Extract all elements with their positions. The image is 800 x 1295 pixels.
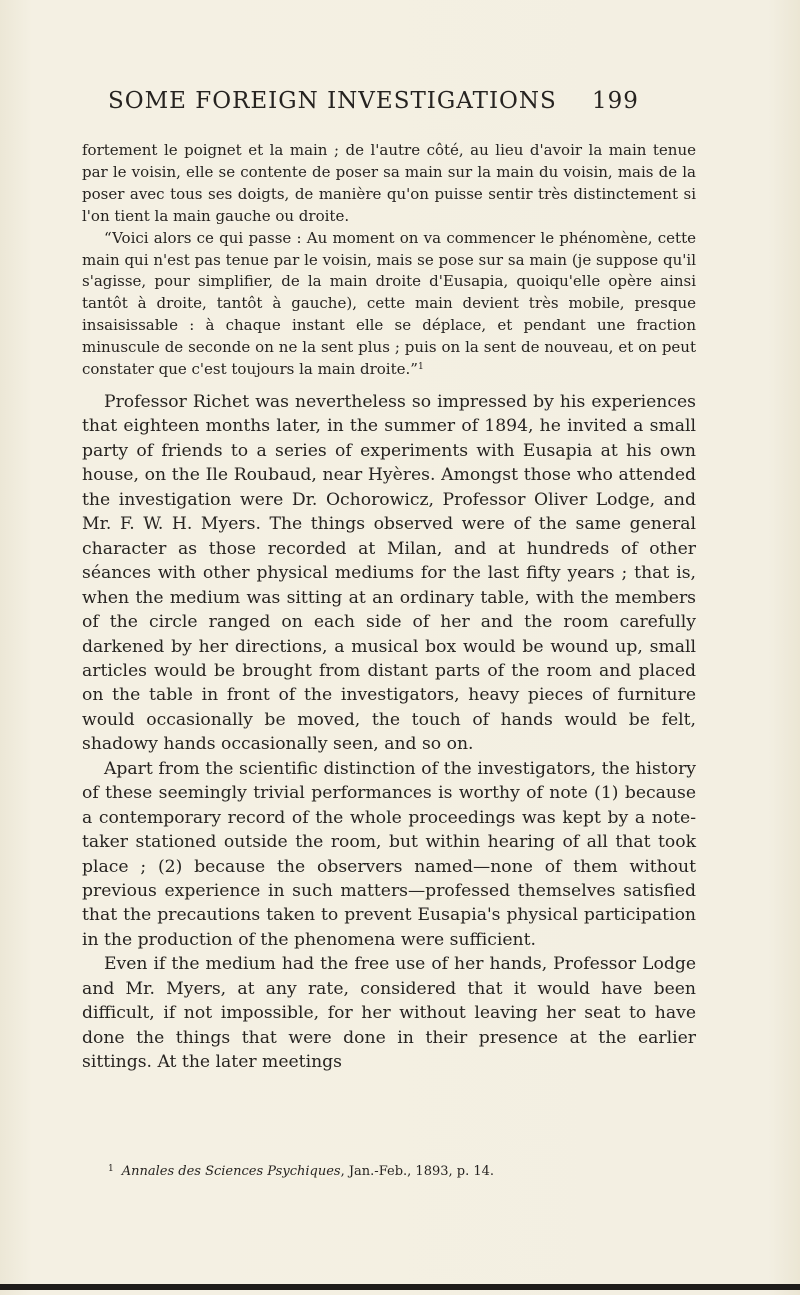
footnote-mark: 1 [108, 1164, 114, 1174]
paragraph-scientific-distinction: Apart from the scientific distinction of the investigators, the history of these seemingly trivial performances is worthy of note (1) because a contemporary record of the whole proceedings was kept by a note-taker stationed outside the room, but within hearing of all that took place ; (2) because the observers named—none of them without previous experience in such matters—professed themselves satisfied that the precautions taken to prevent Eusapia's physical participation in the production of the phenomena were sufficient. [82, 758, 696, 950]
french-quote-text: “Voici alors ce qui passe : Au moment on va commencer le phénomène, cette main qui n'est pas tenue par le voisin, mais se pose sur sa main (je suppose qu'il s'agisse, pour simplifier, de la main droite d'Eusapia, quoiqu'elle opère ainsi tantôt à droite, tantôt à gauche), cette main devient très mobile, presque insaisissable : à chaque instant elle se déplace, et pendant une fraction minuscule de seconde on ne la sent plus ; puis on la sent de nouveau, et on peut constater que c'est toujours la main droite.” [82, 228, 696, 379]
french-paragraph-continued: fortement le poignet et la main ; de l'autre côté, au lieu d'avoir la main tenue par le voisin, elle se contente de poser sa main sur la main du voisin, mais de la poser avec tous ses doigts, de manière qu'on puisse sentir très distinctement si l'on tient la main gauche ou droite. [82, 141, 696, 225]
running-title: SOME FOREIGN INVESTIGATIONS [108, 88, 557, 114]
footnote-source-title: Annales des Sciences Psychiques [121, 1164, 341, 1179]
running-header [0, 88, 800, 128]
french-quote-paragraph [82, 228, 696, 381]
footnote-source-details: , Jan.-Feb., 1893, p. 14. [340, 1164, 495, 1179]
body-text [82, 140, 696, 1075]
paragraph-richet: Professor Richet was nevertheless so impressed by his experiences that eighteen months later, in the summer of 1894, he invited a small party of friends to a series of experiments with Eusapia at his own house, on the Ile Roubaud, near Hyères. Amongst those who attended the investigation were Dr. Ochorowicz, Professor Oliver Lodge, and Mr. F. W. H. Myers. The things observed were of the same general character as those recorded at Milan, and at hundreds of other séances with other physical mediums for the last fifty years ; that is, when the medium was sitting at an ordinary table, with the members of the circle ranged on each side of her and the room carefully darkened by her directions, a musical box would be wound up, small articles would be brought from distant parts of the room and placed on the table in front of the investigators, heavy pieces of furniture would occasionally be moved, the touch of hands would be felt, shadowy hands occasionally seen, and so on. [82, 391, 696, 755]
footnote [108, 1164, 668, 1179]
footnote-reference: 1 [417, 362, 424, 373]
page-bottom-edge [0, 1284, 800, 1290]
paragraph-free-use-of-hands: Even if the medium had the free use of her hands, Professor Lodge and Mr. Myers, at any rate, considered that it would have been difficult, if not impossible, for her without leaving her seat to have done the things that were done in their presence at the earlier sittings. At the later meetings [82, 954, 696, 1073]
page-number: 199 [592, 88, 639, 114]
